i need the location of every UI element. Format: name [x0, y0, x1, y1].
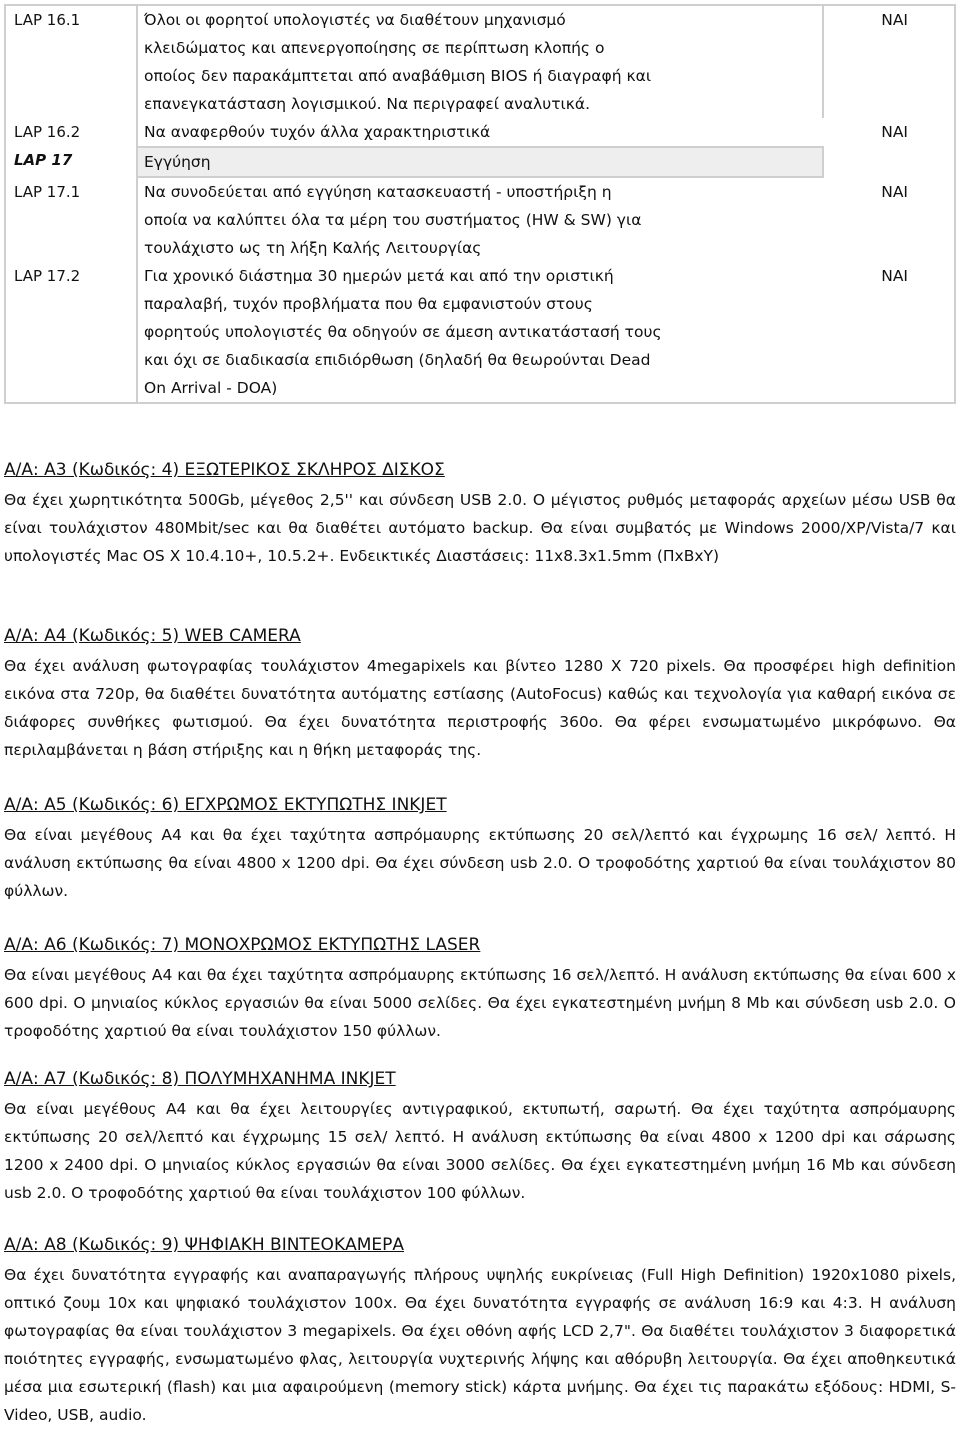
table-section-header [6, 146, 954, 178]
row-description: Να αναφερθούν τυχόν άλλα χαρακτηριστικά [136, 118, 824, 146]
row-description: Για χρονικό διάστημα 30 ημερών μετά και από την οριστική παραλαβή, τυχόν προβλήματα που θα εμφανιστούν στους φορητούς υπολογιστές θα οδηγούν σε άμεση αντικατάστασή τους και όχι σε διαδικασία επιδιόρθωση (δηλαδή θα θεωρούνται Dead On Arrival - DOA) [136, 262, 824, 402]
section-title: Α/Α: Α6 (Κωδικός: 7) ΜΟΝΟΧΡΩΜΟΣ ΕΚΤΥΠΩΤΗΣ LASER [4, 935, 481, 955]
section-title: Α/Α: Α3 (Κωδικός: 4) ΕΞΩΤΕΡΙΚΟΣ ΣΚΛΗΡΟΣ ΔΙΣΚΟΣ [4, 460, 445, 480]
table-row [6, 262, 954, 402]
row-description: Να συνοδεύεται από εγγύηση κατασκευαστή - υποστήριξη η οποία να καλύπτει όλα τα μέρη του συστήματος (HW & SW) για τουλάχιστο ως τη λήξη Καλής Λειτουργίας [136, 178, 824, 262]
section-a7 [4, 1067, 956, 1207]
section-title: Α/Α: Α7 (Κωδικός: 8) ΠΟΛΥΜΗΧΑΝΗΜΑ INKJET [4, 1069, 396, 1089]
table-row [6, 118, 954, 146]
row-code: LAP 16.1 [14, 11, 81, 29]
row-code: LAP 16.2 [14, 123, 81, 141]
section-a8 [4, 1233, 956, 1429]
row-code: LAP 17 [14, 151, 73, 169]
section-body: Θα έχει δυνατότητα εγγραφής και αναπαραγωγής πλήρους υψηλής ευκρίνειας (Full High Definition) 1920x1080 pixels, οπτικό ζουμ 10x και ψηφιακό τουλάχιστον 100x. Θα έχει δυνατότητα εγγραφής σε ανάλυση 16:9 και 4:3. Η ανάλυση φωτογραφίας θα είναι τουλάχιστον 3 megapixels. Θα έχει οθόνη αφής LCD 2,7". Θα διαθέτει τουλάχιστον 3 διαφορετικά ποιότητες εγγραφής, ενσωματωμένο φλας, λειτουργία νυχτερινής λήψης και αθόρυβη λειτουργία. Θα έχει αποθηκευτικά μέσα μια εσωτερική (flash) και μια αφαιρούμενη (memory stick) κάρτα μνήμης. Θα έχει τις παρακάτω εξόδους: HDMI, S-Video, USB, audio. [4, 1266, 956, 1424]
table-row [6, 178, 954, 262]
section-body: Θα έχει ανάλυση φωτογραφίας τουλάχιστον 4megapixels και βίντεο 1280 X 720 pixels. Θα προσφέρει high definition εικόνα στα 720p, θα διαθέτει δυνατότητα αυτόματης εστίασης (AutoFocus) καθώς και τεχνολογία για καθαρή εικόνα σε διάφορες συνθήκες φωτισμού. Θα έχει δυνατότητα περιστροφής 360ο. Θα φέρει ενσωματωμένο μικρόφωνο. Θα περιλαμβάνεται η βάση στήριξης και η θήκη μεταφοράς της. [4, 657, 956, 759]
row-description: Εγγύηση [136, 146, 824, 178]
row-value: ΝΑΙ [881, 123, 908, 141]
row-code: LAP 17.2 [14, 267, 81, 285]
section-a6 [4, 933, 956, 1045]
section-body: Θα είναι μεγέθους Α4 και θα έχει ταχύτητα ασπρόμαυρης εκτύπωσης 16 σελ/λεπτό. Η ανάλυση εκτύπωσης θα είναι 600 x 600 dpi. Ο μηνιαίος κύκλος εργασιών θα είναι 5000 σελίδες. Θα έχει εγκατεστημένη μνήμη 8 Mb και σύνδεση usb 2.0. Ο τροφοδότης χαρτιού θα είναι τουλάχιστον 150 φύλλων. [4, 966, 956, 1040]
section-a4 [4, 624, 956, 764]
section-body: Θα είναι μεγέθους Α4 και θα έχει ταχύτητα ασπρόμαυρης εκτύπωσης 20 σελ/λεπτό και έγχρωμης 16 σελ/ λεπτό. Η ανάλυση εκτύπωσης θα είναι 4800 x 1200 dpi. Θα έχει σύνδεση usb 2.0. Ο τροφοδότης χαρτιού θα είναι τουλάχιστον 80 φύλλων. [4, 826, 956, 900]
table-row [6, 6, 954, 118]
section-title: Α/Α: Α5 (Κωδικός: 6) ΕΓΧΡΩΜΟΣ ΕΚΤΥΠΩΤΗΣ INKJET [4, 795, 447, 815]
spec-table [4, 4, 956, 404]
section-title: Α/Α: Α4 (Κωδικός: 5) WEB CAMERA [4, 626, 301, 646]
section-a3 [4, 458, 956, 570]
row-code: LAP 17.1 [14, 183, 81, 201]
section-body: Θα είναι μεγέθους Α4 και θα έχει λειτουργίες αντιγραφικού, εκτυπωτή, σαρωτή. Θα έχει ταχύτητα ασπρόμαυρης εκτύπωσης 20 σελ/λεπτό και έγχρωμης 15 σελ/ λεπτό. Η ανάλυση εκτύπωσης θα είναι 4800 x 1200 dpi και σάρωσης 1200 x 2400 dpi. Ο μηνιαίος κύκλος εργασιών θα είναι 3000 σελίδες. Θα έχει εγκατεστημένη μνήμη 16 Mb και σύνδεση usb 2.0. Ο τροφοδότης χαρτιού θα είναι τουλάχιστον 100 φύλλων. [4, 1100, 956, 1202]
row-value: ΝΑΙ [881, 267, 908, 285]
row-value: ΝΑΙ [881, 183, 908, 201]
section-body: Θα έχει χωρητικότητα 500Gb, μέγεθος 2,5'' και σύνδεση USB 2.0. Ο μέγιστος ρυθμός μεταφοράς αρχείων μέσω USB θα είναι τουλάχιστον 480Mbit/sec και θα διαθέτει αυτόματο backup. Θα είναι συμβατός με Windows 2000/XP/Vista/7 και υπολογιστές Mac OS X 10.4.10+, 10.5.2+. Ενδεικτικές Διαστάσεις: 11x8.3x1.5mm (ΠxΒxΥ) [4, 491, 956, 565]
section-a5 [4, 793, 956, 905]
row-value: ΝΑΙ [881, 11, 908, 29]
row-description: Όλοι οι φορητοί υπολογιστές να διαθέτουν μηχανισμό κλειδώματος και απενεργοποίησης σε περίπτωση κλοπής ο οποίος δεν παρακάμπτεται από αναβάθμιση BIOS ή διαγραφή και επανεγκατάσταση λογισμικού. Να περιγραφεί αναλυτικά. [136, 6, 824, 118]
section-title: Α/Α: Α8 (Κωδικός: 9) ΨΗΦΙΑΚΗ ΒΙΝΤΕΟΚΑΜΕΡΑ [4, 1235, 405, 1255]
